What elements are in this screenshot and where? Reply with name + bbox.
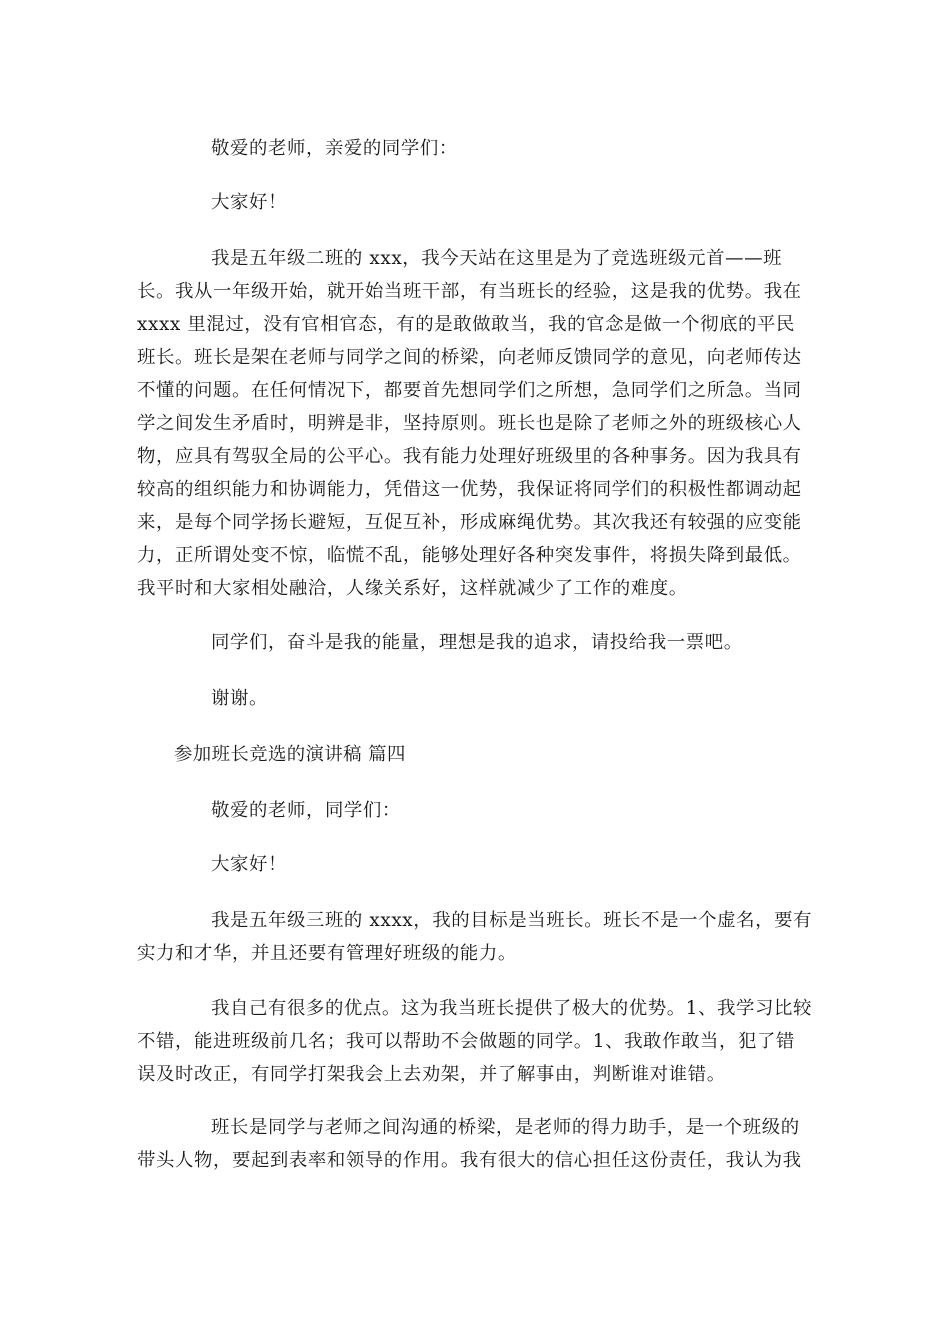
salutation: 敬爱的老师，亲爱的同学们： xyxy=(211,138,458,159)
intro-paragraph: 我是五年级三班的 xxxx，我的目标是当班长。班长不是一个虚名，要有实力和才华，并且还要有管理好班级的能力。 xyxy=(137,910,813,964)
appeal-paragraph: 同学们，奋斗是我的能量，理想是我的追求，请投给我一票吧。 xyxy=(211,632,743,653)
strengths-paragraph: 我自己有很多的优点。这为我当班长提供了极大的优势。1、我学习比较不错，能进班级前几名；我可以帮助不会做题的同学。1、我敢作敢当，犯了错误及时改正，有同学打架我会上去劝架，并了解事由，判断谁对谁错。 xyxy=(137,998,813,1085)
role-paragraph: 班长是同学与老师之间沟通的桥梁，是老师的得力助手，是一个班级的带头人物，要起到表率和领导的作用。我有很大的信心担任这份责任，我认为我 xyxy=(137,1117,802,1171)
greeting: 大家好！ xyxy=(211,192,287,213)
greeting-2: 大家好！ xyxy=(211,854,287,875)
section-heading: 参加班长竞选的演讲稿 篇四 xyxy=(174,744,406,765)
salutation-2: 敬爱的老师，同学们： xyxy=(211,800,401,821)
body-paragraph: 我是五年级二班的 xxx，我今天站在这里是为了竞选班级元首——班长。我从一年级开始，就开始当班干部，有当班长的经验，这是我的优势。我在 xxxx 里混过，没有官相官态，有的是敢做敢当，我的官念是做一个彻底的平民班长。班长是架在老师与同学之间的桥梁，向老师反馈同学的意见，向老师传达不懂的问题。在任何情况下，都要首先想同学们之所想，急同学们之所急。当同学之间发生矛盾时，明辨是非，坚持原则。班长也是除了老师之外的班级核心人物，应具有驾驭全局的公平心。我有能力处理好班级里的各种事务。因为我具有较高的组织能力和协调能力，凭借这一优势，我保证将同学们的积极性都调动起来，是每个同学扬长避短，互促互补，形成麻绳优势。其次我还有较强的应变能力，正所谓处变不惊，临慌不乱，能够处理好各种突发事件，将损失降到最低。我平时和大家相处融洽，人缘关系好，这样就减少了工作的难度。 xyxy=(137,248,802,599)
thanks-paragraph: 谢谢。 xyxy=(211,688,268,709)
